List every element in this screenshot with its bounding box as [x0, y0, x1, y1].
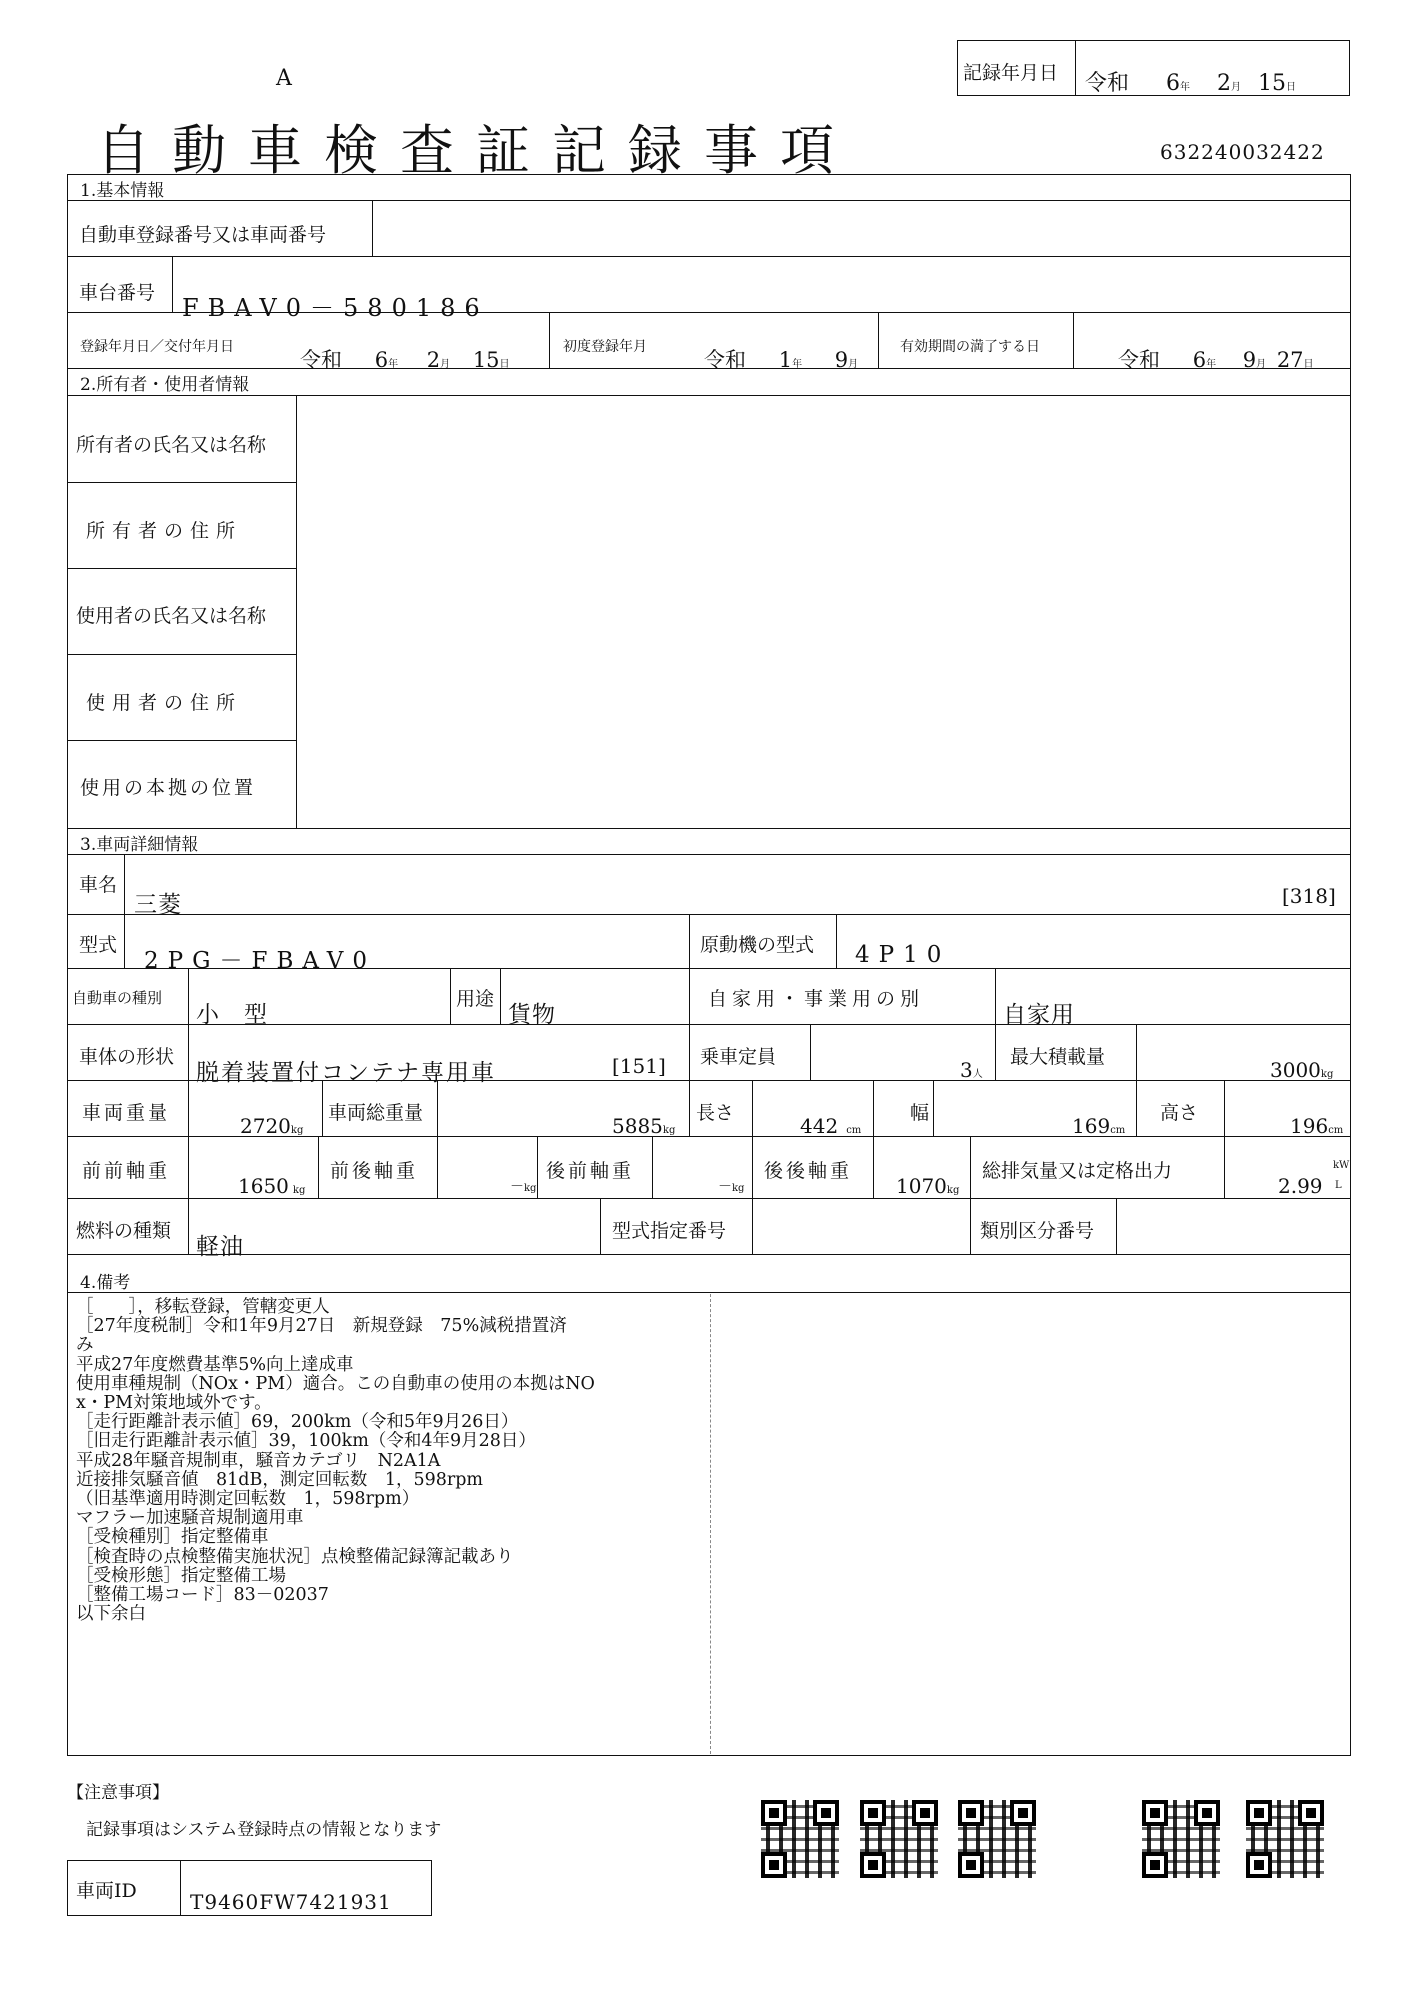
max-load-label: 最大積載量 [1010, 1046, 1106, 1068]
notes-text: 記録事項はシステム登録時点の情報となります [86, 1820, 442, 1840]
remarks-divider [710, 1294, 711, 1754]
width-label: 幅 [910, 1102, 930, 1124]
front-rear-axle-label: 前後軸重 [330, 1160, 419, 1182]
remarks-line: 使用車種規制（NOx・PM）適合。この自動車の使用の本拠はNO [76, 1373, 595, 1394]
fuel-type: 軽油 [196, 1234, 244, 1260]
section4-title: 4.備考 [80, 1273, 131, 1293]
gross-weight-label: 車両総重量 [328, 1102, 424, 1124]
height-value: 196cm [1290, 1114, 1344, 1138]
record-date-label: 記録年月日 [963, 62, 1059, 84]
vehicle-weight-value: 2720kg [240, 1114, 304, 1138]
vehicle-name-label: 車名 [79, 874, 118, 896]
qr-code-1 [761, 1800, 839, 1878]
rear-rear-axle-value: 1070kg [896, 1174, 960, 1198]
reg-date-value: 令和 6年 2月 15日 [300, 348, 510, 372]
use-value: 貨物 [508, 1002, 556, 1028]
unit-kw: kW [1333, 1160, 1350, 1171]
user-name-label: 使用者の氏名又は名称 [76, 605, 267, 627]
qr-code-5 [1246, 1800, 1324, 1878]
document-title: 自動車検査証記録事項 [96, 119, 856, 182]
section3-title: 3.車両詳細情報 [80, 835, 199, 855]
unit-l: L [1335, 1180, 1342, 1191]
vehicle-weight-label: 車両重量 [82, 1102, 171, 1124]
remarks-line: ［走行距離計表示値］69，200km（令和5年9月26日） [76, 1412, 519, 1433]
remarks-line: ［27年度税制］令和1年9月27日 新規登録 75%減税措置済 [76, 1316, 567, 1337]
model-value: 2PG－FBAV0 [144, 948, 377, 974]
base-location-label: 使用の本拠の位置 [80, 777, 257, 799]
front-front-axle-label: 前前軸重 [82, 1160, 171, 1182]
private-business-value: 自家用 [1003, 1002, 1075, 1028]
private-business-label: 自家用・事業用の別 [708, 988, 925, 1010]
vehicle-id-value: T9460FW7421931 [190, 1890, 392, 1914]
body-shape-label: 車体の形状 [79, 1046, 175, 1068]
remarks-line: （旧基準適用時測定回転数 1，598rpm） [76, 1489, 420, 1510]
rear-front-axle-label: 後前軸重 [546, 1160, 635, 1182]
chassis-number: FBAV0－580186 [182, 294, 489, 322]
form-variant-mark: A [276, 66, 292, 91]
engine-value: 4P10 [855, 942, 951, 968]
qr-code-2 [860, 1800, 938, 1878]
notes-title: 【注意事項】 [67, 1783, 169, 1803]
remarks-line: x・PM対策地域外です。 [76, 1393, 272, 1414]
owner-name-label: 所有者の氏名又は名称 [76, 434, 267, 456]
remarks-text [76, 1298, 595, 1624]
length-value: 442 cm [800, 1114, 862, 1138]
displacement-label: 総排気量又は定格出力 [982, 1160, 1173, 1182]
reg-date-label: 登録年月日／交付年月日 [80, 339, 234, 355]
record-date-value: 令和 6年 2月 15日 [1085, 71, 1297, 96]
vehicle-name-code: [318] [1282, 884, 1336, 908]
displacement-value: 2.99 [1278, 1174, 1323, 1198]
type-approval-label: 型式指定番号 [612, 1220, 727, 1242]
remarks-line: 平成28年騒音規制車，騒音カテゴリ N2A1A [76, 1450, 441, 1471]
vehicle-type-label: 自動車の種別 [72, 989, 163, 1007]
width-value: 169cm [1072, 1114, 1126, 1138]
gross-weight-value: 5885kg [612, 1114, 676, 1138]
remarks-line: ［旧走行距離計表示値］39，100km（令和4年9月28日） [76, 1431, 536, 1452]
owner-address-label: 所有者の住所 [86, 520, 243, 542]
vehicle-id-label: 車両ID [76, 1880, 137, 1902]
remarks-line: ［整備工場コード］83－02037 [76, 1585, 329, 1606]
body-shape: 脱着装置付コンテナ専用車 [196, 1060, 496, 1086]
remarks-line: 平成27年度燃費基準5%向上達成車 [76, 1354, 354, 1375]
remarks-line: 近接排気騒音値 81dB，測定回転数 1，598rpm [76, 1469, 484, 1490]
section2-title: 2.所有者・使用者情報 [80, 375, 250, 395]
expiry-value: 令和 6年 9月 27日 [1118, 348, 1314, 372]
max-load-value: 3000kg [1270, 1058, 1334, 1082]
model-label: 型式 [79, 934, 118, 956]
remarks-line: マフラー加速騒音規制適用車 [76, 1508, 304, 1529]
document-number: 632240032422 [1160, 140, 1325, 164]
remarks-line: 以下余白 [76, 1604, 146, 1625]
capacity-label: 乗車定員 [700, 1046, 777, 1068]
rear-front-axle-value: －kg [718, 1179, 745, 1195]
remarks-line: み [76, 1335, 94, 1356]
first-reg-value: 令和 1年 9月 [704, 348, 859, 372]
engine-label: 原動機の型式 [700, 934, 815, 956]
category-number-label: 類別区分番号 [980, 1220, 1095, 1242]
remarks-line: ［受検種別］指定整備車 [76, 1527, 269, 1548]
chassis-label: 車台番号 [79, 282, 156, 304]
fuel-type-label: 燃料の種類 [76, 1220, 172, 1242]
qr-code-3 [958, 1800, 1036, 1878]
use-label: 用途 [456, 988, 495, 1010]
length-label: 長さ [696, 1102, 735, 1124]
qr-code-4 [1142, 1800, 1220, 1878]
remarks-line: ［ ］，移転登録，管轄変更人 [76, 1297, 330, 1317]
expiry-label: 有効期間の満了する日 [900, 339, 1040, 355]
reg-number-label: 自動車登録番号又は車両番号 [79, 224, 327, 246]
section1-title: 1.基本情報 [80, 181, 165, 201]
vehicle-type: 小 型 [196, 1002, 268, 1028]
body-shape-code: [151] [612, 1054, 666, 1078]
capacity-value: 3人 [960, 1058, 983, 1082]
first-reg-label: 初度登録年月 [563, 339, 647, 355]
front-rear-axle-value: －kg [510, 1179, 537, 1195]
height-label: 高さ [1160, 1102, 1199, 1124]
vehicle-name: 三菱 [134, 892, 182, 918]
user-address-label: 使用者の住所 [86, 692, 243, 714]
remarks-line: ［受検形態］指定整備工場 [76, 1565, 286, 1586]
rear-rear-axle-label: 後後軸重 [764, 1160, 853, 1182]
remarks-line: ［検査時の点検整備実施状況］点検整備記録簿記載あり [76, 1546, 514, 1567]
front-front-axle-value: 1650 kg [238, 1174, 306, 1198]
